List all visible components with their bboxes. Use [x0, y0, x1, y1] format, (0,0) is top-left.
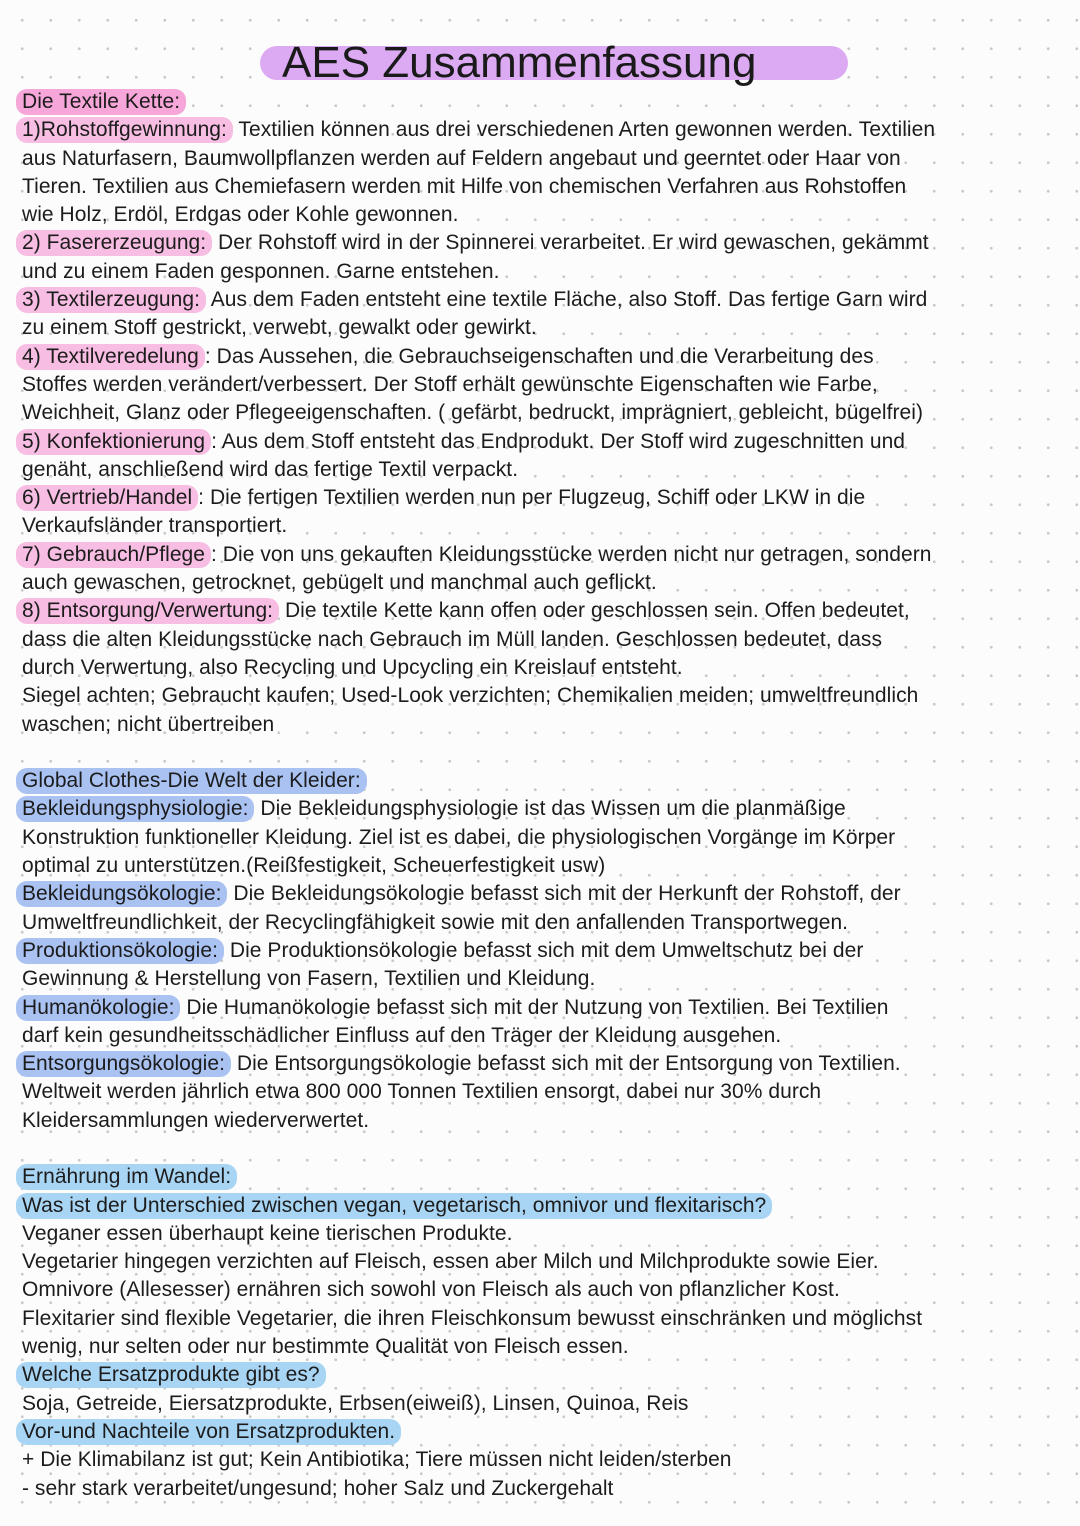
item-term: Produktionsökologie:: [16, 938, 224, 964]
item-text: Die Bekleidungsphysiologie ist das Wissen um die planmäßige: [254, 797, 846, 821]
item-text: Die Produktionsökologie befasst sich mit dem Umweltschutz bei der: [223, 938, 864, 962]
item-text-line: Konstruktion funktioneller Kleidung. Ziel ist es dabei, die physiologischen Vorgänge im Körper: [22, 825, 896, 849]
item-text-line: Weltweit werden jährlich etwa 800 000 Tonnen Textilien ensorgt, dabei nur 30% durch: [22, 1080, 822, 1104]
item-term: Bekleidungsökologie:: [16, 881, 227, 907]
item-term: Entsorgungsökologie:: [16, 1051, 231, 1077]
answer-line: - sehr stark verarbeitet/ungesund; hoher Salz und Zuckergehalt: [22, 1476, 614, 1500]
question-line: [22, 1418, 1052, 1446]
item-text-line: zu einem Stoff gestrickt, verwebt, gewalkt oder gewirkt.: [22, 316, 537, 340]
item-text: Die Entsorgungsökologie befasst sich mit der Entsorgung von Textilien.: [230, 1052, 901, 1076]
item-text: Die Humanökologie befasst sich mit der Nutzung von Textilien. Bei Textilien: [180, 995, 889, 1019]
list-item: [22, 1050, 1052, 1078]
answer-line: + Die Klimabilanz ist gut; Kein Antibiotika; Tiere müssen nicht leiden/sterben: [22, 1448, 732, 1472]
list-item: [22, 484, 1052, 512]
answer-line: Veganer essen überhaupt keine tierischen Produkte.: [22, 1221, 513, 1245]
item-term: 8) Entsorgung/Verwertung:: [16, 598, 279, 624]
spacer: [22, 1135, 1052, 1163]
item-text: : Aus dem Stoff entsteht das Endprodukt. Der Stoff wird zugeschnitten und: [211, 429, 906, 453]
answer-line: wenig, nur selten oder nur bestimmte Qualität von Fleisch essen.: [22, 1335, 629, 1359]
section-heading-textile-chain: [22, 88, 1052, 116]
question-text: Was ist der Unterschied zwischen vegan, vegetarisch, omnivor und flexitarisch?: [16, 1193, 772, 1219]
item-text-line: genäht, anschließend wird das fertige Textil verpackt.: [22, 457, 519, 481]
list-item: [22, 795, 1052, 823]
item-text: Die Bekleidungsökologie befasst sich mit der Herkunft der Rohstoff, der: [227, 882, 901, 906]
list-item: [22, 286, 1052, 314]
question-line: [22, 1192, 1052, 1220]
item-text-line: Tieren. Textilien aus Chemiefasern werden mit Hilfe von chemischen Verfahren aus Rohstoffen: [22, 174, 907, 198]
list-item: [22, 116, 1052, 144]
item-text-line: darf kein gesundheitsschädlicher Einfluss auf den Träger der Kleidung ausgehen.: [22, 1023, 782, 1047]
section-heading-label: Global Clothes-Die Welt der Kleider:: [16, 768, 367, 794]
item-text: Der Rohstoff wird in der Spinnerei verarbeitet. Er wird gewaschen, gekämmt: [212, 231, 929, 255]
answer-line: Flexitarier sind flexible Vegetarier, die ihren Fleischkonsum bewusst einschränken und möglichst: [22, 1306, 923, 1330]
list-item: [22, 229, 1052, 257]
item-term: 7) Gebrauch/Pflege: [16, 542, 211, 568]
item-text-line: aus Naturfasern, Baumwollpflanzen werden auf Feldern angebaut und geerntet oder Haar von: [22, 146, 901, 170]
answer-line: Soja, Getreide, Eiersatzprodukte, Erbsen(eiweiß), Linsen, Quinoa, Reis: [22, 1391, 689, 1415]
list-item: [22, 597, 1052, 625]
item-text-line: Weichheit, Glanz oder Pflegeeigenschaften. ( gefärbt, bedruckt, imprägniert, gebleicht, bügelfrei): [22, 401, 924, 425]
question-text: Welche Ersatzprodukte gibt es?: [16, 1362, 326, 1388]
spacer: [22, 739, 1052, 767]
section-heading-label: Die Textile Kette:: [16, 89, 186, 115]
item-text-line: wie Holz, Erdöl, Erdgas oder Kohle gewonnen.: [22, 203, 459, 227]
item-text-line: Gewinnung & Herstellung von Fasern, Textilien und Kleidung.: [22, 967, 596, 991]
tips-line: waschen; nicht übertreiben: [22, 712, 275, 736]
item-text-line: Stoffes werden verändert/verbessert. Der Stoff erhält gewünschte Eigenschaften wie Farbe,: [22, 372, 878, 396]
item-text: : Das Aussehen, die Gebrauchseigenschaften und die Verarbeitung des: [204, 344, 874, 368]
answer-line: Omnivore (Allesesser) ernähren sich sowohl von Fleisch als auch von pflanzlicher Kost.: [22, 1278, 840, 1302]
item-text: Textilien können aus drei verschiedenen Arten gewonnen werden. Textilien: [232, 118, 936, 142]
item-text-line: und zu einem Faden gesponnen. Garne entstehen.: [22, 259, 500, 283]
item-text: : Die von uns gekauften Kleidungsstücke werden nicht nur getragen, sondern: [211, 542, 932, 566]
item-term: 4) Textilveredelung: [16, 344, 205, 370]
item-term: 1)Rohstoffgewinnung:: [16, 117, 233, 143]
section-heading-nutrition: [22, 1163, 1052, 1191]
item-term: 6) Vertrieb/Handel: [16, 485, 198, 511]
question-text: Vor-und Nachteile von Ersatzprodukten.: [16, 1419, 401, 1445]
item-text-line: Verkaufsländer transportiert.: [22, 514, 288, 538]
item-term: 3) Textilerzeugung:: [16, 287, 206, 313]
list-item: [22, 880, 1052, 908]
section-heading-label: Ernährung im Wandel:: [16, 1164, 237, 1190]
item-text: Die textile Kette kann offen oder geschlossen sein. Offen bedeutet,: [279, 599, 910, 623]
item-text-line: Umweltfreundlichkeit, der Recyclingfähigkeit sowie mit den anfallenden Transportwegen.: [22, 910, 849, 934]
section-heading-global-clothes: [22, 767, 1052, 795]
list-item: [22, 937, 1052, 965]
answer-line: Vegetarier hingegen verzichten auf Fleisch, essen aber Milch und Milchprodukte sowie Eier.: [22, 1250, 879, 1274]
item-term: 5) Konfektionierung: [16, 429, 211, 455]
item-text-line: Kleidersammlungen wiederverwertet.: [22, 1108, 370, 1132]
question-line: [22, 1361, 1052, 1389]
item-text: : Die fertigen Textilien werden nun per Flugzeug, Schiff oder LKW in die: [198, 486, 866, 510]
item-text-line: durch Verwertung, also Recycling und Upcycling ein Kreislauf entsteht.: [22, 655, 683, 679]
item-text: Aus dem Faden entsteht eine textile Fläche, also Stoff. Das fertige Garn wird: [206, 288, 928, 312]
item-term: Humanökologie:: [16, 995, 180, 1021]
item-term: 2) Fasererzeugung:: [16, 230, 212, 256]
title-block: [260, 38, 848, 88]
list-item: [22, 541, 1052, 569]
note-content: [22, 88, 1052, 1503]
list-item: [22, 343, 1052, 371]
list-item: [22, 994, 1052, 1022]
item-text-line: auch gewaschen, getrocknet, gebügelt und manchmal auch geflickt.: [22, 571, 657, 595]
tips-line: Siegel achten; Gebraucht kaufen; Used-Look verzichten; Chemikalien meiden; umweltfreundlich: [22, 684, 919, 708]
item-term: Bekleidungsphysiologie:: [16, 796, 254, 822]
item-text-line: dass die alten Kleidungsstücke nach Gebrauch im Müll landen. Geschlossen bedeutet, dass: [22, 627, 883, 651]
page-title: AES Zusammenfassung: [282, 38, 757, 87]
list-item: [22, 428, 1052, 456]
item-text-line: optimal zu unterstützen.(Reißfestigkeit, Scheuerfestigkeit usw): [22, 854, 606, 878]
